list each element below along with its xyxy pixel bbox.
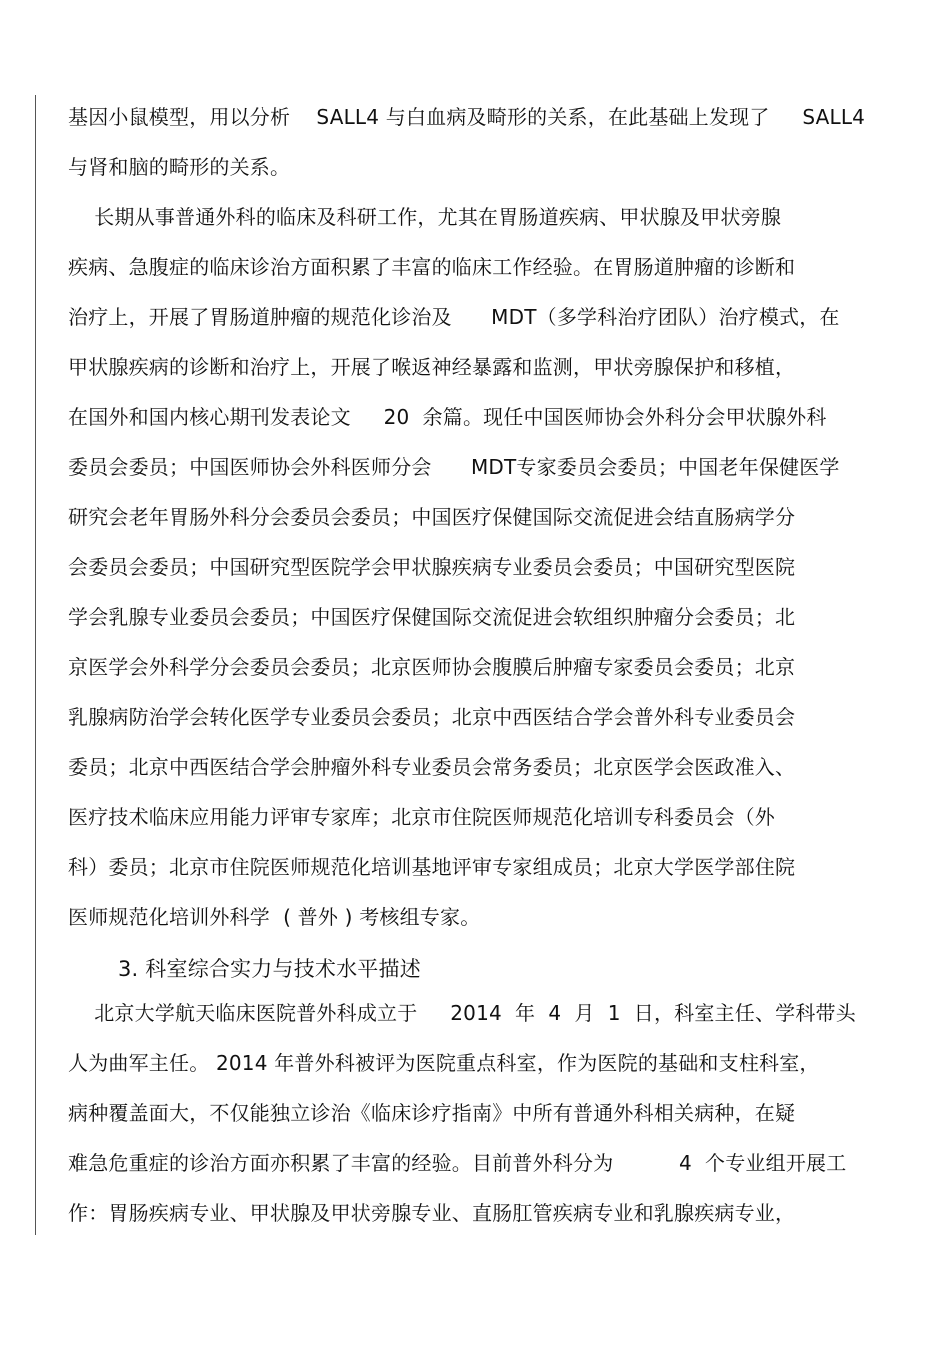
text-line: 委员会委员；中国医师协会外科医师分会 MDT专家委员会委员；中国老年保健医学 xyxy=(68,455,840,479)
text-line: 基因小鼠模型，用以分析 SALL4 与白血病及畸形的关系，在此基础上发现了 SALL4 xyxy=(68,105,866,129)
text-line: 治疗上，开展了胃肠道肿瘤的规范化诊治及 MDT（多学科治疗团队）治疗模式，在 xyxy=(68,305,840,329)
text-line: 作：胃肠疾病专业、甲状腺及甲状旁腺专业、直肠肛管疾病专业和乳腺疾病专业， xyxy=(68,1201,796,1225)
text-line: 甲状腺疾病的诊断和治疗上，开展了喉返神经暴露和监测，甲状旁腺保护和移植， xyxy=(68,355,796,379)
text-line: 科）委员；北京市住院医师规范化培训基地评审专家组成员；北京大学医学部住院 xyxy=(68,855,796,879)
text-line: 疾病、急腹症的临床诊治方面积累了丰富的临床工作经验。在胃肠道肿瘤的诊断和 xyxy=(68,255,796,279)
margin-rule xyxy=(35,95,36,1235)
text-line: 京医学会外科学分会委员会委员；北京医师协会腹膜后肿瘤专家委员会委员；北京 xyxy=(68,655,796,679)
section-heading: 3. 科室综合实力与技术水平描述 xyxy=(118,957,421,981)
text-line: 学会乳腺专业委员会委员；中国医疗保健国际交流促进会软组织肿瘤分会委员；北 xyxy=(68,605,796,629)
text-line: 医师规范化培训外科学 ( 普外 ) 考核组专家。 xyxy=(68,905,481,929)
text-line: 研究会老年胃肠外科分会委员会委员；中国医疗保健国际交流促进会结直肠病学分 xyxy=(68,505,796,529)
text-line: 会委员会委员；中国研究型医院学会甲状腺疾病专业委员会委员；中国研究型医院 xyxy=(68,555,796,579)
text-line: 北京大学航天临床医院普外科成立于 2014 年 4 月 1 日，科室主任、学科带头 xyxy=(68,1001,856,1025)
text-line: 与肾和脑的畸形的关系。 xyxy=(68,155,291,179)
text-line: 病种覆盖面大，不仅能独立诊治《临床诊疗指南》中所有普通外科相关病种，在疑 xyxy=(68,1101,796,1125)
text-line: 人为曲军主任。 2014 年普外科被评为医院重点科室，作为医院的基础和支柱科室， xyxy=(68,1051,820,1075)
text-line: 医疗技术临床应用能力评审专家库；北京市住院医师规范化培训专科委员会（外 xyxy=(68,805,775,829)
text-line: 长期从事普通外科的临床及科研工作，尤其在胃肠道疾病、甲状腺及甲状旁腺 xyxy=(68,205,782,229)
text-line: 乳腺病防治学会转化医学专业委员会委员；北京中西医结合学会普外科专业委员会 xyxy=(68,705,796,729)
text-line: 在国外和国内核心期刊发表论文 20 余篇。现任中国医师协会外科分会甲状腺外科 xyxy=(68,405,827,429)
text-line: 难急危重症的诊治方面亦积累了丰富的经验。目前普外科分为 4 个专业组开展工 xyxy=(68,1151,847,1175)
text-line: 委员；北京中西医结合学会肿瘤外科专业委员会常务委员；北京医学会医政准入、 xyxy=(68,755,796,779)
